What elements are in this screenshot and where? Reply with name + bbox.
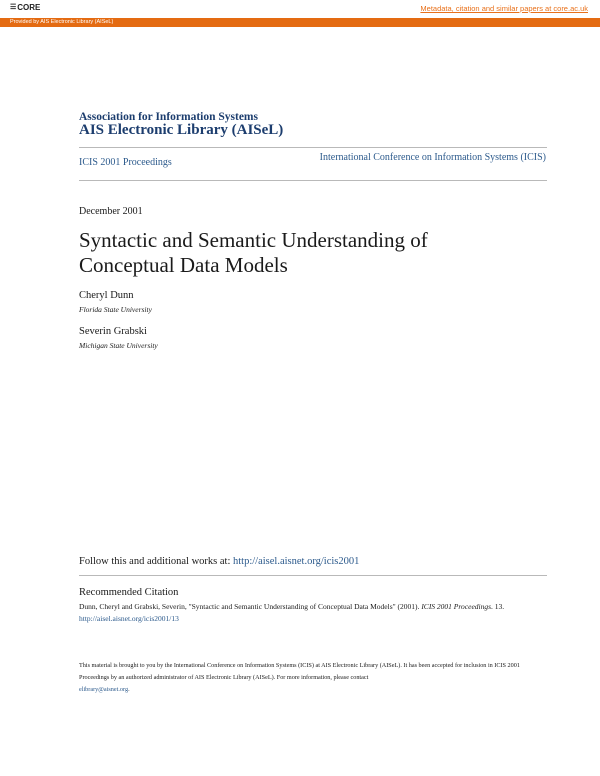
core-logo-label: CORE — [17, 3, 41, 12]
follow-text: Follow this and additional works at: — [79, 556, 233, 567]
recommended-citation-heading: Recommended Citation — [79, 587, 179, 598]
recommended-citation — [79, 601, 509, 624]
core-top-bar — [0, 0, 600, 18]
conference-link[interactable]: International Conference on Information Systems (ICIS) — [319, 152, 546, 163]
author-name: Severin Grabski — [79, 326, 147, 337]
divider-follow — [79, 575, 547, 576]
org-name[interactable]: Association for Information Systems — [79, 111, 258, 123]
contact-email-link[interactable]: elibrary@aisnet.org — [79, 686, 129, 693]
footer-note-end: . — [128, 686, 130, 693]
provided-by-bar — [0, 18, 600, 27]
footer-note — [79, 660, 529, 696]
follow-line — [79, 556, 359, 567]
author-name: Cheryl Dunn — [79, 290, 134, 301]
publication-date: December 2001 — [79, 206, 143, 217]
citation-link[interactable]: http://aisel.aisnet.org/icis2001/13 — [79, 613, 179, 623]
core-metadata-link[interactable]: Metadata, citation and similar papers at core.ac.uk — [420, 4, 588, 13]
author-affiliation: Michigan State University — [79, 341, 158, 350]
footer-note-text: This material is brought to you by the International Conference on Information Systems (ICIS) at AIS Electronic Library (AISeL). It has been accepted for inclusion in ICIS 2001 Proceedings by an authorized administrator of AIS Electronic Library (AISeL). For more information, please contact — [79, 662, 520, 681]
library-name[interactable]: AIS Electronic Library (AISeL) — [79, 122, 284, 138]
citation-suffix: . 13. — [491, 602, 505, 611]
core-logo[interactable] — [10, 3, 40, 13]
divider-bottom — [79, 180, 547, 181]
author-affiliation: Florida State University — [79, 305, 152, 314]
proceedings-link[interactable]: ICIS 2001 Proceedings — [79, 157, 172, 168]
citation-proceedings: ICIS 2001 Proceedings — [421, 602, 492, 611]
core-logo-icon: ☰ — [10, 4, 17, 11]
paper-title: Syntactic and Semantic Understanding of Conceptual Data Models — [79, 228, 428, 277]
divider-top — [79, 147, 547, 148]
citation-text: Dunn, Cheryl and Grabski, Severin, "Syntactic and Semantic Understanding of Conceptual Data Models" (2001). — [79, 602, 422, 611]
provided-by-text[interactable]: Provided by AIS Electronic Library (AISeL) — [10, 19, 114, 25]
follow-link[interactable]: http://aisel.aisnet.org/icis2001 — [233, 556, 360, 567]
